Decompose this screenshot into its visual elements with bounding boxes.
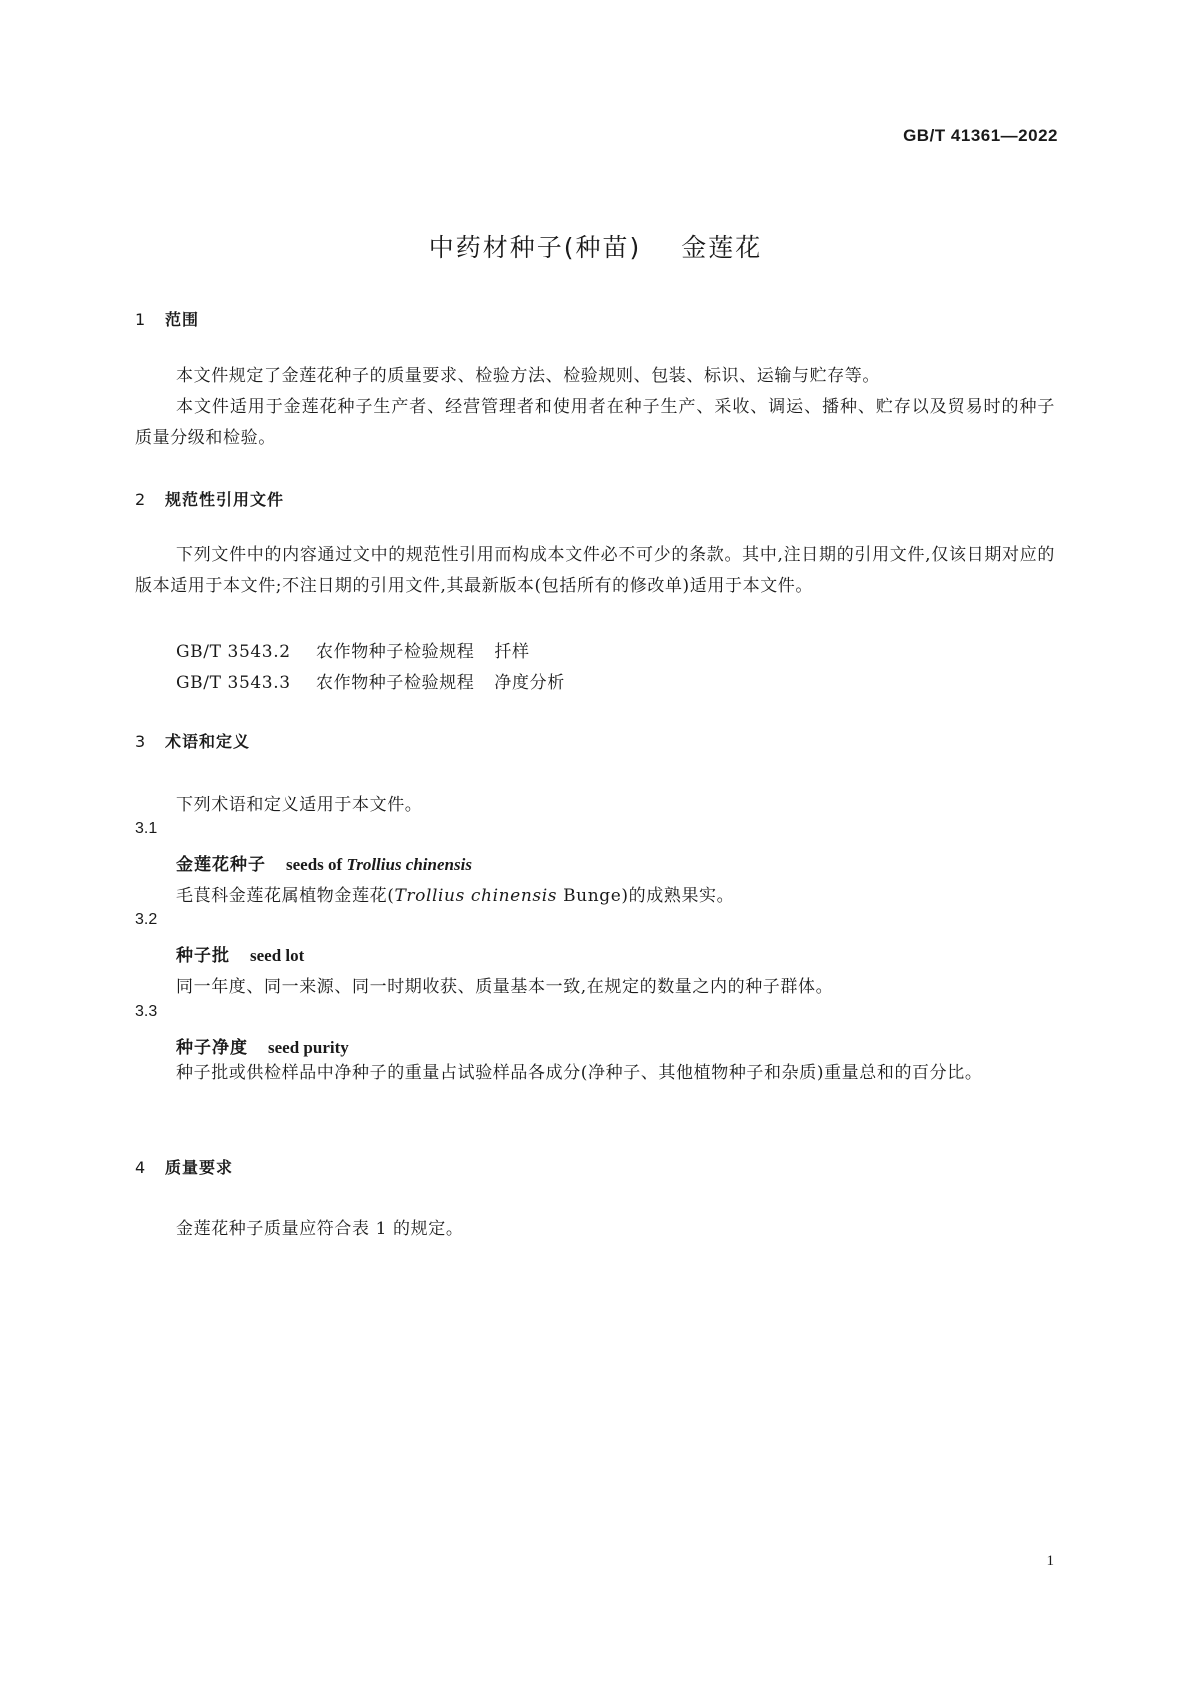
section-1-paragraph-1: 本文件规定了金莲花种子的质量要求、检验方法、检验规则、包装、标识、运输与贮存等。 (176, 366, 880, 386)
reference-name: 农作物种子检验规程 (316, 642, 475, 662)
term-entry (176, 1033, 349, 1058)
section-title: 规范性引用文件 (165, 490, 285, 509)
reference-part: 净度分析 (494, 673, 565, 693)
section-4-heading (135, 1155, 233, 1178)
section-title: 范围 (165, 310, 200, 329)
term-chinese: 种子批 (176, 946, 230, 966)
section-number: 3 (135, 732, 147, 751)
document-title (0, 228, 1191, 264)
term-english: seed purity (268, 1038, 349, 1057)
reference-name: 农作物种子检验规程 (316, 673, 475, 693)
section-number: 1 (135, 310, 147, 329)
section-3-intro: 下列术语和定义适用于本文件。 (176, 795, 423, 815)
term-number: 3.2 (135, 911, 158, 928)
term-english: seeds of Trollius chinensis (286, 855, 472, 874)
section-number: 2 (135, 490, 147, 509)
normative-reference (176, 637, 530, 662)
section-1-paragraph-2: 本文件适用于金莲花种子生产者、经营管理者和使用者在种子生产、采收、调运、播种、贮存以及贸易时的种子质量分级和检验。 (135, 397, 1055, 448)
term-chinese: 金莲花种子 (176, 855, 266, 875)
term-entry (176, 850, 472, 875)
term-number: 3.1 (135, 820, 158, 837)
standard-code: GB/T 41361—2022 (903, 126, 1058, 145)
page-number: 1 (1046, 1553, 1054, 1569)
normative-reference (176, 668, 565, 693)
title-part-2: 金莲花 (681, 233, 763, 262)
term-number: 3.3 (135, 1003, 158, 1020)
title-part-1: 中药材种子(种苗) (428, 233, 642, 262)
reference-part: 扦样 (494, 642, 530, 662)
section-3-heading (135, 729, 250, 752)
term-definition: 种子批或供检样品中净种子的重量占试验样品各成分(净种子、其他植物种子和杂质)重量总和的百分比。 (176, 1063, 983, 1083)
term-english: seed lot (250, 946, 305, 965)
section-title: 术语和定义 (165, 732, 251, 751)
section-number: 4 (135, 1158, 147, 1177)
section-1-heading (135, 307, 199, 330)
term-entry (176, 941, 304, 966)
section-2-heading (135, 487, 284, 510)
term-definition: 同一年度、同一来源、同一时期收获、质量基本一致,在规定的数量之内的种子群体。 (176, 977, 834, 997)
reference-code: GB/T 3543.2 (176, 642, 291, 662)
term-chinese: 种子净度 (176, 1038, 248, 1058)
reference-code: GB/T 3543.3 (176, 673, 291, 693)
section-title: 质量要求 (165, 1158, 234, 1177)
section-2-paragraph-1: 下列文件中的内容通过文中的规范性引用而构成本文件必不可少的条款。其中,注日期的引用文件,仅该日期对应的版本适用于本文件;不注日期的引用文件,其最新版本(包括所有的修改单)适用于本文件。 (135, 545, 1055, 596)
section-4-paragraph-1: 金莲花种子质量应符合表 1 的规定。 (176, 1219, 464, 1239)
term-definition: 毛茛科金莲花属植物金莲花(Trollius chinensis Bunge)的成熟果实。 (176, 886, 735, 906)
